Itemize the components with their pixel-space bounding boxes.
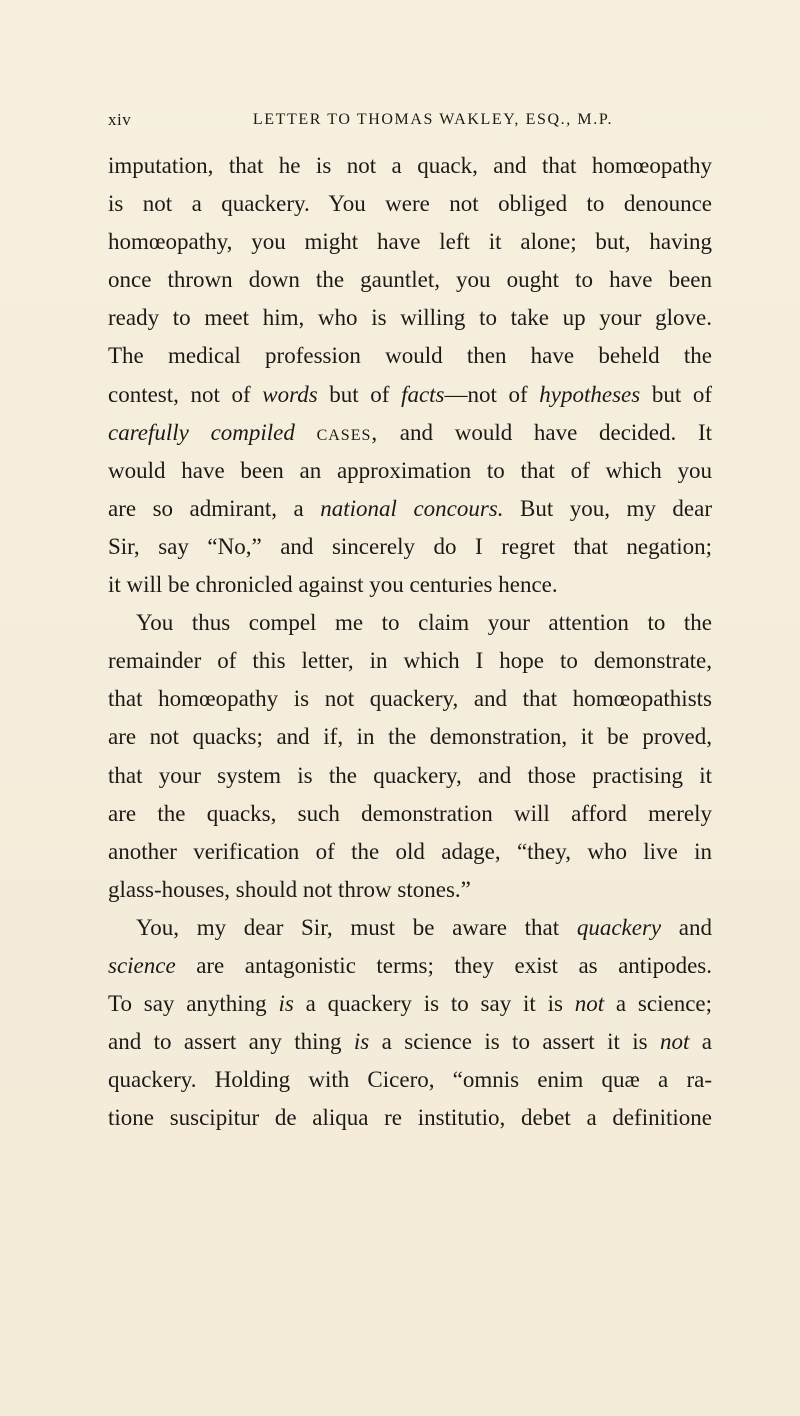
text-run: a	[689, 1029, 712, 1055]
text-line: tione suscipitur de aliqua re institutio, debet a definitione	[108, 1105, 712, 1131]
text-run: and	[661, 914, 712, 940]
text-line: remainder of this letter, in which I hope to demonstrate,	[108, 648, 712, 674]
text-line	[108, 1023, 712, 1061]
text-run: and would have decided. It	[378, 419, 712, 445]
italic-run: facts	[401, 381, 445, 407]
italic-run: words	[262, 381, 318, 407]
text-run: a science;	[604, 991, 712, 1017]
text-run: but of	[317, 381, 402, 407]
text-line: imputation, that he is not a quack, and that homœopathy	[108, 153, 712, 178]
page-number: xiv	[108, 110, 132, 129]
italic-run: national concours.	[320, 495, 504, 521]
text-line: glass-houses, should not throw stones.”	[108, 876, 471, 902]
italic-run: not	[660, 1029, 690, 1055]
small-caps-run: cases,	[316, 419, 379, 445]
text-line: another verification of the old adage, “they, who live in	[108, 838, 712, 864]
running-header	[108, 100, 713, 140]
text-run: You, my dear Sir, must be aware that	[136, 914, 577, 940]
italic-run: not	[574, 991, 605, 1017]
italic-run: carefully compiled	[108, 419, 295, 445]
italic-run: hypotheses	[539, 381, 641, 407]
text-line: are not quacks; and if, in the demonstration, it be proved,	[108, 724, 712, 750]
running-title: LETTER TO THOMAS WAKLEY, ESQ., M.P.	[252, 111, 614, 128]
text-run: are antagonistic terms; they exist as antipodes.	[175, 952, 712, 978]
text-line: quackery. Holding with Cicero, “omnis enim quæ a ra-	[108, 1067, 712, 1093]
text-line: You thus compel me to claim your attention to the	[136, 610, 712, 636]
text-line	[108, 909, 712, 947]
body-text	[108, 147, 712, 1137]
text-line: once thrown down the gauntlet, you ought to have been	[108, 267, 712, 293]
text-line: is not a quackery. You were not obliged to denounce	[108, 191, 712, 217]
text-run: contest, not of	[108, 381, 263, 407]
paragraph-2	[108, 604, 712, 909]
text-line	[108, 414, 712, 452]
text-run: To say anything	[108, 991, 279, 1017]
italic-run: quackery	[576, 914, 662, 940]
text-run: but of	[640, 381, 712, 407]
text-run: a quackery is to say it is	[293, 991, 575, 1017]
text-line: it will be chronicled against you centuries hence.	[108, 572, 558, 598]
text-run: and to assert any thing	[108, 1029, 354, 1055]
text-run: —not of	[444, 381, 540, 407]
paragraph-1	[108, 147, 712, 604]
italic-run: is	[353, 1029, 370, 1055]
text-line: The medical profession would then have beheld the	[108, 343, 712, 369]
paragraph-3	[108, 909, 712, 1138]
text-line: ready to meet him, who is willing to take up your glove.	[108, 305, 712, 331]
text-line: are the quacks, such demonstration will afford merely	[108, 800, 712, 826]
italic-run: science	[108, 952, 176, 978]
text-line: would have been an approximation to that of which you	[108, 457, 712, 483]
text-run: a science is to assert it is	[369, 1029, 660, 1055]
text-line	[108, 947, 712, 985]
text-line: homœopathy, you might have left it alone; but, having	[108, 229, 712, 255]
italic-run: is	[278, 991, 294, 1017]
text-line: Sir, say “No,” and sincerely do I regret that negation;	[108, 533, 712, 559]
text-line	[108, 376, 712, 414]
text-line	[108, 985, 712, 1023]
text-line: that your system is the quackery, and those practising it	[108, 762, 712, 788]
text-line: that homœopathy is not quackery, and that homœopathists	[108, 686, 712, 712]
text-run: But you, my dear	[503, 495, 712, 521]
text-run: are so admirant, a	[108, 495, 321, 521]
text-line	[108, 490, 712, 528]
